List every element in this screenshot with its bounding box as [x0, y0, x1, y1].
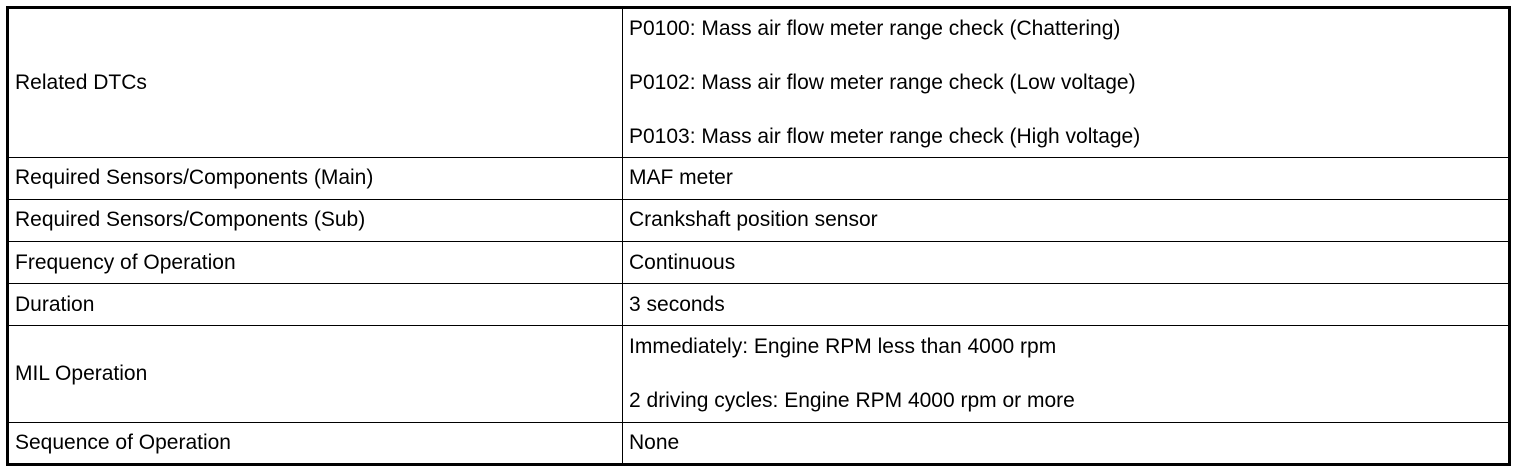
row-label: MIL Operation [8, 326, 623, 422]
dtc-p0100: P0100: Mass air flow meter range check (Chattering) [629, 16, 1121, 40]
mil-immediate: Immediately: Engine RPM less than 4000 rpm [629, 335, 1057, 359]
dtc-p0103: P0103: Mass air flow meter range check (High voltage) [629, 124, 1141, 148]
row-label: Required Sensors/Components (Sub) [8, 199, 623, 241]
mil-two-cycles: 2 driving cycles: Engine RPM 4000 rpm or more [629, 389, 1075, 413]
table-row-related-dtcs [8, 8, 1510, 158]
table-row-sequence [8, 422, 1510, 464]
table-row-sensors-main [8, 157, 1510, 199]
row-value [623, 326, 1510, 422]
row-label: Sequence of Operation [8, 422, 623, 464]
row-value: Continuous [623, 241, 1510, 283]
row-label: Required Sensors/Components (Main) [8, 157, 623, 199]
row-value [623, 8, 1510, 158]
table-row-sensors-sub [8, 199, 1510, 241]
table-row-frequency [8, 241, 1510, 283]
row-label: Related DTCs [8, 8, 623, 158]
row-value: None [623, 422, 1510, 464]
row-value: MAF meter [623, 157, 1510, 199]
monitor-description-table [6, 6, 1511, 466]
row-label: Frequency of Operation [8, 241, 623, 283]
dtc-p0102: P0102: Mass air flow meter range check (Low voltage) [629, 70, 1136, 94]
table-row-mil-operation [8, 326, 1510, 422]
row-label: Duration [8, 284, 623, 326]
row-value: Crankshaft position sensor [623, 199, 1510, 241]
table-row-duration [8, 284, 1510, 326]
row-value: 3 seconds [623, 284, 1510, 326]
